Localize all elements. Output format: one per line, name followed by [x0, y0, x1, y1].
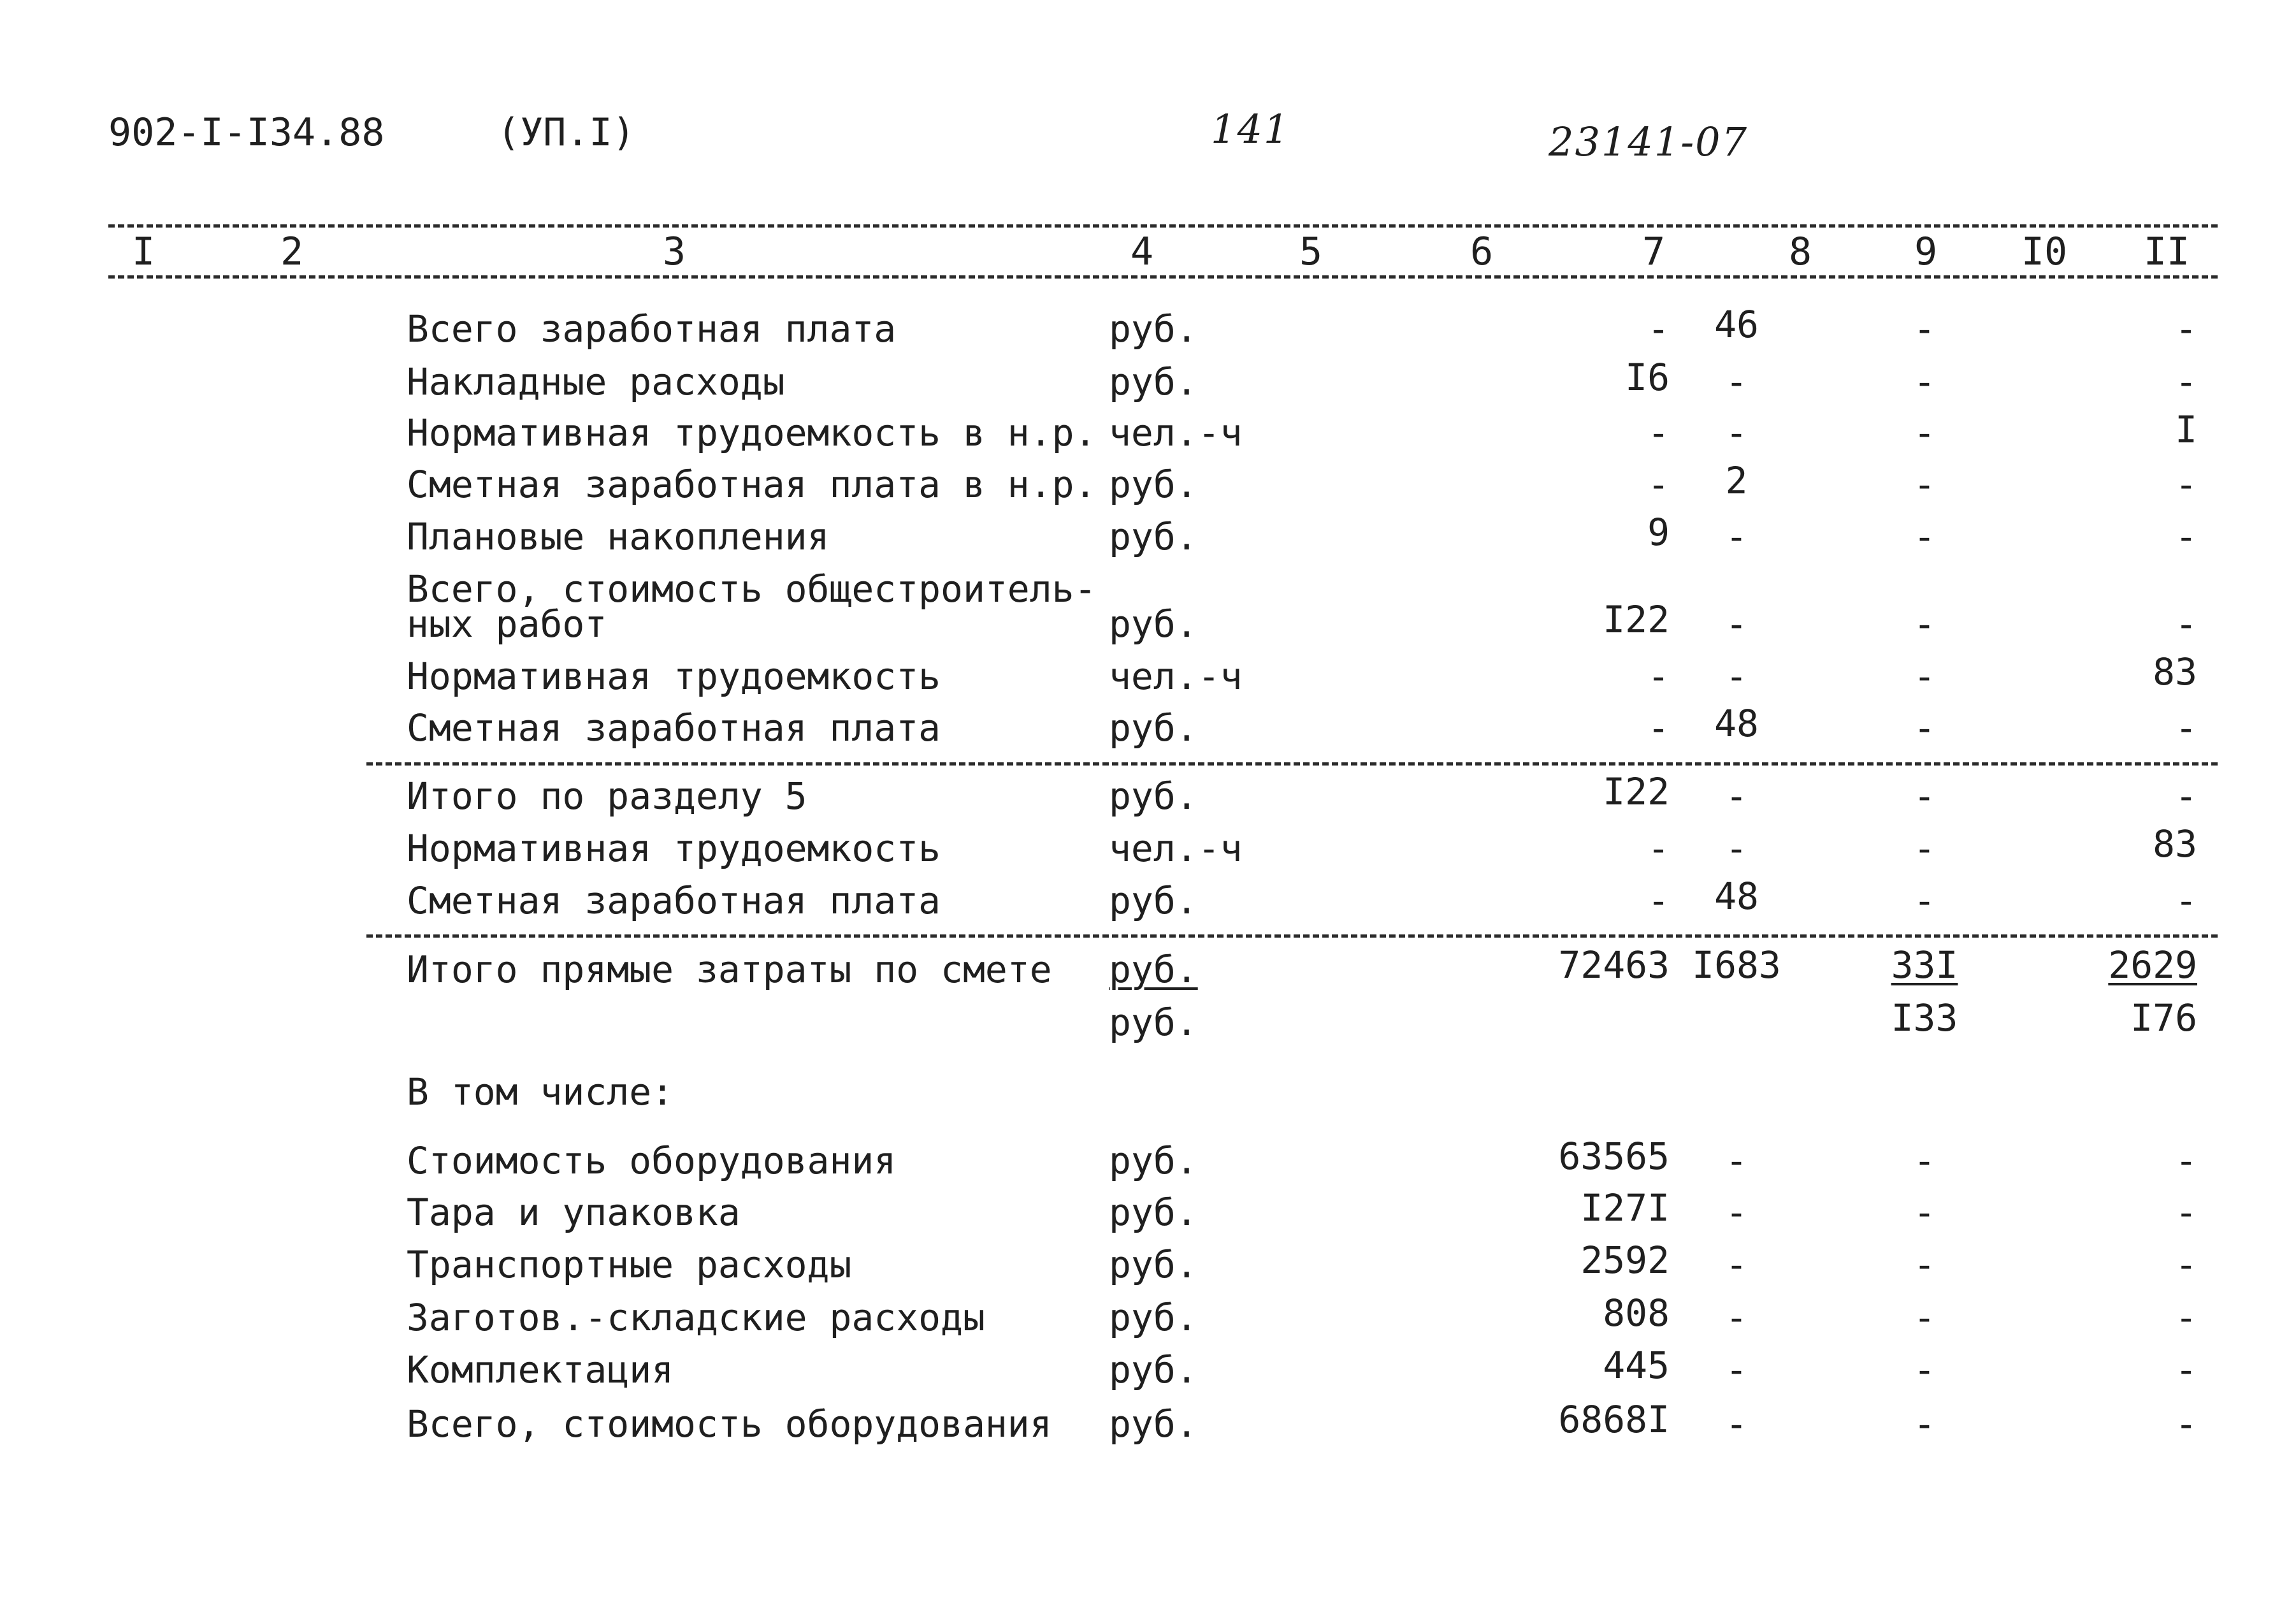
cell-col7: 445 [1603, 1344, 1670, 1387]
row-unit: руб. [1109, 1139, 1198, 1182]
cell-col8: - [1725, 1243, 1748, 1286]
row-label: Заготов.-складские расходы [407, 1296, 985, 1339]
row-unit: руб. [1109, 948, 1198, 991]
cell-col8: I683 [1692, 943, 1781, 987]
column-number: II [2143, 229, 2190, 274]
cell-col11: - [2175, 879, 2197, 922]
cell-col11: - [2175, 1191, 2197, 1234]
cell-col7: - [1647, 411, 1670, 454]
cell-col8: - [1725, 515, 1748, 558]
row-label-continuation: ных работ [407, 602, 607, 646]
column-number: 2 [280, 229, 304, 274]
cell-col7: - [1647, 706, 1670, 750]
cell-col7: - [1647, 307, 1670, 351]
cell-col7: 9 [1647, 511, 1670, 554]
cell-col7: - [1647, 655, 1670, 698]
row-label: Сметная заработная плата [407, 879, 941, 922]
row-unit: руб. [1109, 360, 1198, 403]
section-divider [366, 762, 2218, 766]
inventory-number: 23141-07 [1549, 119, 1749, 165]
cell-col9: - [1913, 774, 1936, 818]
row-label: Итого прямые затраты по смете [407, 948, 1052, 991]
cell-col9: - [1913, 1191, 1936, 1234]
row-label: Сметная заработная плата в н.р. [407, 463, 1097, 506]
header-bottom-rule [108, 275, 2218, 279]
row-unit: руб. [1109, 774, 1198, 818]
cell-col9: - [1913, 602, 1936, 646]
cell-col9: - [1913, 1348, 1936, 1391]
row-label: Нормативная трудоемкость [407, 655, 941, 698]
cell-col11: - [2175, 774, 2197, 818]
column-number: 4 [1130, 229, 1154, 274]
cell-col7: - [1647, 463, 1670, 506]
row-unit: руб. [1109, 463, 1198, 506]
document-code: 902-I-I34.88 [108, 110, 385, 155]
cell-col9: - [1913, 655, 1936, 698]
column-number: 7 [1642, 229, 1666, 274]
row-label: Стоимость оборудования [407, 1139, 897, 1182]
row-unit: руб. [1109, 602, 1198, 646]
row-unit: руб. [1109, 1402, 1198, 1446]
cell-col11: - [2175, 1243, 2197, 1286]
cell-col9: - [1913, 463, 1936, 506]
row-label: Итого по разделу 5 [407, 774, 807, 818]
cell-col8: - [1725, 1348, 1748, 1391]
row-unit: руб. [1109, 1243, 1198, 1286]
cell-col7: - [1647, 827, 1670, 870]
cell-col7: I22 [1603, 770, 1670, 813]
cell-col8: 46 [1714, 303, 1759, 346]
cell-col11: 83 [2153, 650, 2197, 693]
row-unit: чел.-ч [1109, 655, 1243, 698]
row-unit: руб. [1109, 706, 1198, 750]
cell-col8: - [1725, 655, 1748, 698]
column-number: I [131, 229, 155, 274]
cell-col8: - [1725, 1402, 1748, 1446]
column-number: 9 [1914, 229, 1938, 274]
cell-col9: - [1913, 1139, 1936, 1182]
cell-col11: - [2175, 515, 2197, 558]
row-label: Тара и упаковка [407, 1191, 740, 1234]
cell-col7: I6 [1625, 356, 1670, 399]
cell-col9: - [1913, 515, 1936, 558]
cell-col11-top: 2629 [2108, 943, 2197, 987]
cell-col8: 48 [1714, 875, 1759, 918]
cell-col9: - [1913, 360, 1936, 403]
cell-col11: - [2175, 1402, 2197, 1446]
cell-col9: - [1913, 1243, 1936, 1286]
cell-col8: 2 [1725, 459, 1748, 502]
cell-col7: I27I [1580, 1186, 1670, 1230]
cell-col11: - [2175, 602, 2197, 646]
cell-col9: - [1913, 706, 1936, 750]
row-label: Накладные расходы [407, 360, 785, 403]
cell-col9: - [1913, 1296, 1936, 1339]
row-label: Транспортные расходы [407, 1243, 852, 1286]
row-label: Нормативная трудоемкость в н.р. [407, 411, 1097, 454]
row-unit: руб. [1109, 515, 1198, 558]
row-unit: чел.-ч [1109, 411, 1243, 454]
cell-col7: I22 [1603, 598, 1670, 641]
cell-col7: 808 [1603, 1291, 1670, 1335]
row-label: Сметная заработная плата [407, 706, 941, 750]
cell-col11: - [2175, 307, 2197, 351]
cell-col11: - [2175, 463, 2197, 506]
row-unit: руб. [1109, 1348, 1198, 1391]
cell-col9: - [1913, 307, 1936, 351]
row-label: Комплектация [407, 1348, 674, 1391]
column-number: 8 [1788, 229, 1812, 274]
row-unit: руб. [1109, 307, 1198, 351]
cell-col7: 63565 [1558, 1135, 1670, 1178]
row-unit: руб. [1109, 879, 1198, 922]
cell-col8: 48 [1714, 702, 1759, 745]
column-number: 5 [1299, 229, 1323, 274]
row-unit: руб. [1109, 1296, 1198, 1339]
cell-col11: - [2175, 1139, 2197, 1182]
cell-col7: - [1647, 879, 1670, 922]
cell-col8: - [1725, 1139, 1748, 1182]
cell-col8: - [1725, 602, 1748, 646]
cell-col9: - [1913, 827, 1936, 870]
cell-col8: - [1725, 411, 1748, 454]
row-label: Плановые накопления [407, 515, 830, 558]
cell-col8: - [1725, 774, 1748, 818]
cell-col11-bottom: I76 [2130, 996, 2197, 1040]
cell-col7: 2592 [1580, 1238, 1670, 1282]
row-label: Всего, стоимость общестроитель- [407, 567, 1097, 611]
row-unit-secondary: руб. [1109, 1001, 1198, 1044]
cell-col7: 72463 [1558, 943, 1670, 987]
cell-col11: I [2175, 408, 2197, 451]
cell-col9: - [1913, 879, 1936, 922]
cell-col11: - [2175, 1348, 2197, 1391]
cell-col11: - [2175, 1296, 2197, 1339]
row-unit: чел.-ч [1109, 827, 1243, 870]
header-top-rule [108, 224, 2218, 228]
cell-col11: 83 [2153, 822, 2197, 866]
cell-col7: 6868I [1558, 1398, 1670, 1441]
album-number: (УП.I) [497, 110, 635, 155]
cell-col9-bottom: I33 [1891, 996, 1958, 1040]
row-label: Всего, стоимость оборудования [407, 1402, 1052, 1446]
page-number: 141 [1211, 106, 1290, 152]
column-number: 3 [662, 229, 686, 274]
cell-col8: - [1725, 1296, 1748, 1339]
row-label: Всего заработная плата [407, 307, 897, 351]
column-number: I0 [2021, 229, 2068, 274]
row-label: Нормативная трудоемкость [407, 827, 941, 870]
cell-col11: - [2175, 706, 2197, 750]
section-divider [366, 934, 2218, 938]
cell-col8: - [1725, 360, 1748, 403]
row-unit: руб. [1109, 1191, 1198, 1234]
cell-col8: - [1725, 1191, 1748, 1234]
cell-col11: - [2175, 360, 2197, 403]
cell-col9: - [1913, 1402, 1936, 1446]
cell-col8: - [1725, 827, 1748, 870]
cell-col9: - [1913, 411, 1936, 454]
column-number: 6 [1469, 229, 1494, 274]
including-heading: В том числе: [407, 1070, 674, 1114]
cell-col9-top: 33I [1891, 943, 1958, 987]
